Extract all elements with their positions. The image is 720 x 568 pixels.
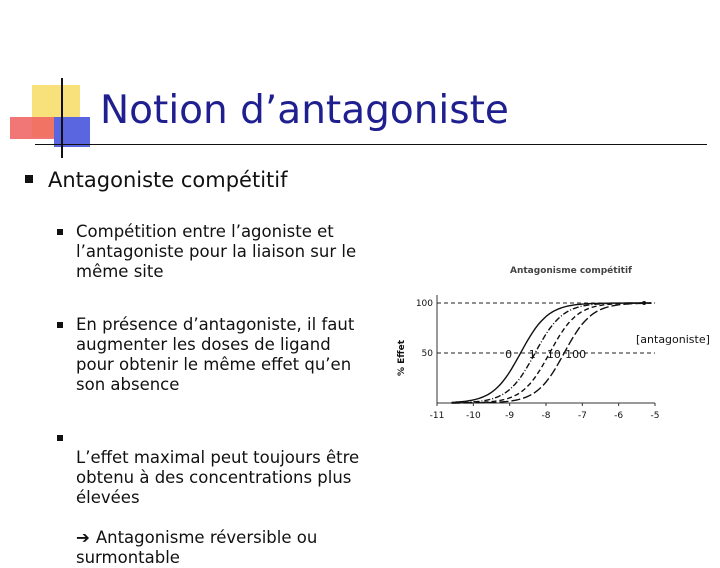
sub-bullet-text: L’effet maximal peut toujours être obtenu à des concentrations plus élevées: [76, 448, 360, 507]
y-tick-label: 50: [421, 349, 433, 359]
x-tick-label: -11: [429, 411, 445, 421]
square-bullet-icon: [25, 175, 33, 183]
x-tick-label: -5: [650, 411, 660, 421]
x-tick-label: -6: [614, 411, 624, 421]
curve-end-dot: [642, 301, 646, 305]
conclusion-text: Antagonisme réversible ou surmontable: [76, 528, 318, 567]
dose-response-chart: [392, 258, 717, 433]
chart-title: Antagonisme compétitif: [510, 266, 632, 276]
x-tick-label: -9: [505, 411, 515, 421]
square-bullet-icon: [57, 435, 63, 441]
main-bullet-text: Antagoniste compétitif: [48, 168, 288, 192]
x-tick-label: -7: [577, 411, 587, 421]
title-underline: [35, 144, 707, 145]
concentration-label: 10: [546, 348, 561, 361]
concentration-label: 1: [528, 348, 536, 361]
square-bullet-icon: [57, 229, 63, 235]
x-tick-label: -10: [465, 411, 481, 421]
legend-label: [antagoniste]: [636, 333, 710, 346]
concentration-label: 100: [565, 348, 587, 361]
decor-blue-square: [54, 117, 90, 147]
main-bullet: [25, 168, 288, 192]
y-axis-label: % Effet: [397, 340, 407, 376]
x-tick-label: -8: [541, 411, 551, 421]
y-tick-label: 100: [415, 299, 433, 309]
sub-bullet-text: Compétition entre l’agoniste et l’antagoniste pour la liaison sur le même site: [76, 222, 357, 281]
decor-vertical-line: [61, 78, 63, 158]
sub-bullet-3-block: [76, 428, 386, 568]
square-bullet-icon: [57, 322, 63, 328]
concentration-label: 0: [505, 348, 513, 361]
right-arrow-icon: ➔: [76, 528, 90, 547]
plot-area: [416, 295, 660, 421]
slide-title: Notion d’antagoniste: [100, 88, 509, 133]
decor-red-bar: [10, 117, 56, 139]
sub-bullet-text: En présence d’antagoniste, il faut augmenter les doses de ligand pour obtenir le même effet qu’en son absence: [76, 315, 355, 394]
